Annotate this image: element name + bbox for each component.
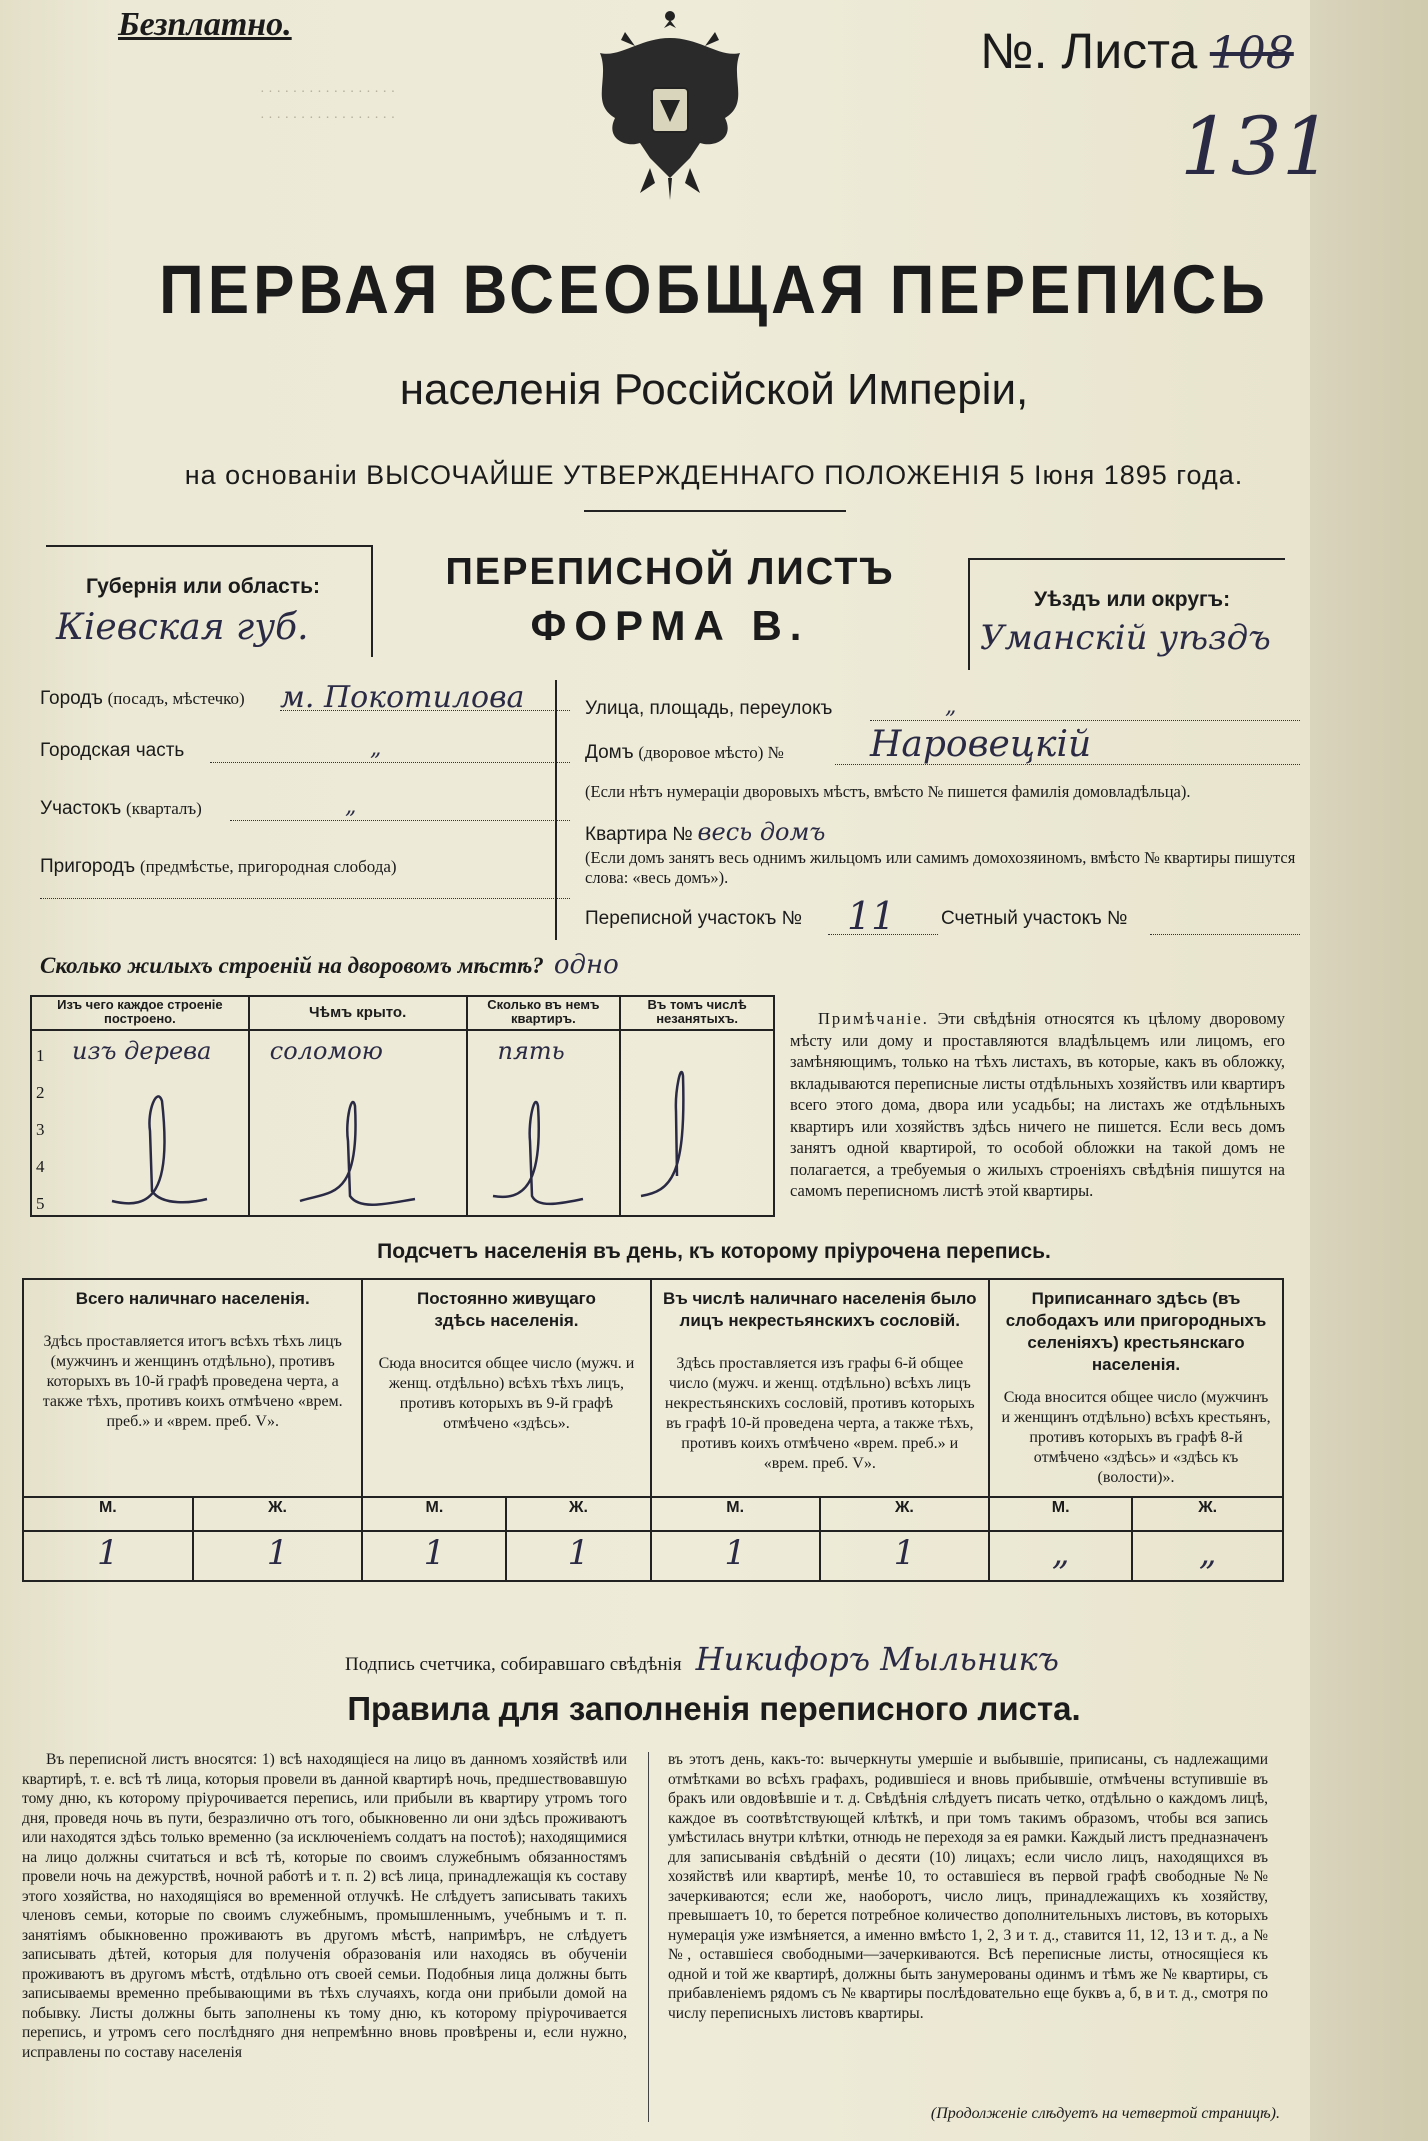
- free-label: Безплатно.: [118, 6, 292, 43]
- apartment-value[interactable]: весь домъ: [697, 818, 826, 846]
- count-col1-f-label: Ж.: [193, 1497, 363, 1531]
- census-district-label: Переписной участокъ №: [585, 908, 803, 929]
- apartment-note: (Если домъ занятъ весь однимъ жильцомъ или самимъ домохозяиномъ, вмѣсто № квартиры пишутся слова: «весь домъ»).: [585, 848, 1296, 887]
- guberniya-value[interactable]: Кіевская губ.: [56, 607, 309, 648]
- house-value[interactable]: Наровецкій: [870, 724, 1092, 765]
- buildings-header-vacant: Въ томъ числѣ незанятыхъ.: [620, 996, 774, 1030]
- double-headed-eagle-emblem: [580, 8, 760, 208]
- count-title: Подсчетъ населенія въ день, къ которому пріурочена перепись.: [377, 1240, 1051, 1263]
- basis-line: на основаніи ВЫСОЧАЙШЕ УТВЕРЖДЕННАГО ПОЛОЖЕНІЯ 5 Іюня 1895 года.: [184, 460, 1244, 490]
- row-number-2: 2: [36, 1083, 45, 1102]
- row-numbers: [36, 1037, 45, 1222]
- sheet-number: [980, 22, 1294, 80]
- ditto-mark-1: [92, 1091, 212, 1211]
- sheet-number-handwritten: 131: [1180, 100, 1333, 193]
- rules-left: Въ переписной листъ вносятся: 1) всѣ находящіеся на лицо въ данномъ хозяйствѣ или квартирѣ, т. е. всѣ тѣ лица, которыя провели въ данной квартирѣ ночь, предшествовавшую тому дню, къ которому пріурочивается перепись, или прибыли въ квартиру утромъ того дня, проведя ночь въ пути, безразлично отъ того, обыкновенно ли они здѣсь проживаютъ или находятся здѣсь только временно (за исключеніемъ солдатъ на постоѣ); находящимися на лицо должны считаться и всѣ тѣ, которые по своимъ служебнымъ обязанностямъ провели ночь на дежурствѣ, ночной работѣ и т. п. 2) всѣ лица, принадлежащія къ составу этого хозяйства, но находящіяся во временной отлучкѣ. Не слѣдуетъ записывать такихъ членовъ семьи, которые по своимъ служебнымъ, промышленнымъ, учебнымъ и т. п. занятіямъ обыкновенно проживаютъ въ другомъ мѣстѣ, напримѣръ, не слѣдуетъ записывать дѣтей, которыя для полученія образованія или находясь въ обученіи проживаютъ въ другомъ мѣстѣ, отдѣльно отъ своей семьи. Подобныя лица должны быть записываемы временно пребывающими въ тѣхъ случаяхъ, когда они прибыли домой на побывку. Листы должны быть заполнены къ тому дню, къ которому пріурочивается перепись, и утромъ сего послѣдняго дня непремѣнно вновь провѣрены и, если нужно, исправлены по составу населенія: [22, 1751, 627, 2061]
- count-col4-f-label: Ж.: [1132, 1497, 1283, 1531]
- house-note: (Если нѣтъ нумераціи дворовыхъ мѣстъ, вмѣсто № пишется фамилія домовладѣльца).: [585, 782, 1191, 801]
- house-hint: (дворовое мѣсто) №: [638, 743, 784, 762]
- city-part-value[interactable]: „: [370, 736, 382, 761]
- buildings-question: Сколько жилыхъ строеній на дворовомъ мѣстѣ?: [40, 953, 544, 978]
- count-column-4-head: Приписаннаго здѣсь (въ слободахъ или пригородныхъ селеніяхъ) крестьянскаго населенія.: [1005, 1289, 1267, 1374]
- signature-label: Подпись счетчика, собиравшаго свѣдѣнія: [345, 1654, 682, 1675]
- count-column-4-text: Сюда вносится общее число (мужчинъ и женщинъ отдѣльно) всѣхъ крестьянъ, противъ которыхъ въ графѣ 8-й отмѣчено «здѣсь» и «здѣсь къ (волости)».: [1001, 1389, 1271, 1486]
- buildings-answer[interactable]: одно: [553, 950, 619, 980]
- title-divider: [584, 510, 846, 512]
- row-number-5: 5: [36, 1194, 45, 1213]
- count-column-1-head: Всего наличнаго населенія.: [75, 1289, 310, 1308]
- count-col3-f-value[interactable]: 1: [820, 1531, 989, 1581]
- count-col3-f-label: Ж.: [820, 1497, 989, 1531]
- rules-continued: (Продолженіе слѣдуетъ на четвертой страницѣ).: [930, 2105, 1280, 2122]
- rules-title: Правила для заполненія переписного листа.: [347, 1690, 1081, 1727]
- count-col3-m-label: М.: [651, 1497, 820, 1531]
- district-line: [230, 820, 570, 821]
- count-table: [22, 1278, 1284, 1582]
- city-part-label: Городская часть: [40, 740, 185, 761]
- sheet-number-label: №. Листа: [980, 23, 1198, 79]
- bleed-through-left: · · · · · · · · · · · · · · · · · · · · · · · · · · · · · · · · · ·: [260, 85, 396, 126]
- buildings-note: [790, 1008, 1285, 1202]
- suburb-label: Пригородъ: [40, 856, 136, 877]
- city-label: Городъ: [40, 688, 103, 709]
- buildings-header-roof: Чѣмъ крыто.: [249, 996, 467, 1030]
- count-col3-m-value[interactable]: 1: [651, 1531, 820, 1581]
- suburb-row: [40, 856, 397, 878]
- building-1-material[interactable]: изъ дерева: [72, 1037, 212, 1065]
- ditto-mark-2: [290, 1091, 420, 1221]
- buildings-table-body: [31, 1030, 774, 1216]
- page-subtitle: населенія Россійской Имперіи,: [399, 365, 1029, 414]
- count-col2-f-value[interactable]: 1: [506, 1531, 650, 1581]
- buildings-table: [30, 995, 775, 1217]
- count-col2-m-value[interactable]: 1: [362, 1531, 506, 1581]
- rules-right: въ этотъ день, какъ-то: вычеркнуты умершіе и выбывшіе, приписаны, съ надлежащими отмѣтками во всѣхъ графахъ, родившіеся и вновь прибывшіе, отмѣчены вступившіе въ бракъ или овдовѣвшіе и т. д. Свѣдѣнія слѣдуетъ писать четко, отдѣльно о каждомъ лицѣ, каждое въ соотвѣтствующей клѣткѣ, и при томъ такимъ образомъ, чтобы вся запись умѣстилась внутри клѣтки, отнюдь не переходя за ея рамки. Каждый листъ предназначенъ для записыванія свѣдѣній о десяти (10) лицахъ; если число лицъ, находящихся въ хозяйствѣ или квартирѣ, менѣе 10, то оставшіеся въ первой графѣ свободные №№ зачеркиваются; если же, наоборотъ, число лицъ, принадлежащихъ къ хозяйству, превышаетъ 10, то берется потребное количество дополнительныхъ листовъ, въ которыхъ нумерація уже измѣняется, а именно вмѣсто 1, 2, 3 и т. д., ставится 11, 12, 13 и т. д., а №№, оставшіеся свободными—зачеркиваются. Всѣ переписные листы, относящіеся къ одной и той же квартирѣ, должны быть занумерованы одинмъ и тѣмъ же № квартиры, съ прибавленіемъ рядомъ съ № квартиры послѣдовательно еще буквъ а, б, в и т. д., смотря по числу переписныхъ листовъ квартиры.: [668, 1751, 1268, 2022]
- count-col1-f-value[interactable]: 1: [193, 1531, 363, 1581]
- count-district-line: [1150, 934, 1300, 935]
- count-district-label: Счетный участокъ №: [941, 908, 1128, 929]
- count-column-3: [651, 1279, 990, 1497]
- city-hint: (посадъ, мѣстечко): [107, 689, 245, 708]
- form-name: ФОРМА В.: [530, 602, 810, 649]
- buildings-note-title: Примѣчаніе.: [818, 1009, 929, 1028]
- sheet-form-title: [380, 545, 960, 650]
- street-line: [870, 720, 1300, 721]
- apartment-label: Квартира №: [585, 824, 693, 845]
- buildings-header-apartments: Сколько въ немъ квартиръ.: [467, 996, 621, 1030]
- count-column-2-text: Сюда вносится общее число (мужч. и женщ. отдѣльно) всѣхъ тѣхъ лицъ, противъ которыхъ въ 9-й графѣ отмѣчено «здѣсь».: [378, 1355, 635, 1432]
- address-divider: [555, 680, 557, 940]
- count-col1-m-value[interactable]: 1: [23, 1531, 193, 1581]
- count-col4-m-label: М.: [989, 1497, 1132, 1531]
- city-value[interactable]: м. Покотилова: [280, 680, 525, 715]
- buildings-header-material: Изъ чего каждое строеніе построено.: [31, 996, 249, 1030]
- building-1-apartments[interactable]: пять: [497, 1037, 565, 1065]
- rules-divider: [648, 1752, 649, 2122]
- district-hint: (кварталъ): [126, 799, 202, 818]
- count-column-1-text: Здѣсь проставляется итогъ всѣхъ тѣхъ лицъ (мужчинъ и женщинъ отдѣльно), противъ которыхъ въ 10-й графѣ проведена черта, а также тѣхъ, противъ коихъ отмѣчено «врем. преб.» и «врем. преб. V».: [42, 1333, 343, 1430]
- count-col2-f-label: Ж.: [506, 1497, 650, 1531]
- census-district-value[interactable]: 11: [847, 894, 896, 938]
- signature-row: [345, 1640, 1059, 1678]
- ditto-mark-4: [631, 1056, 731, 1206]
- apartment-row: [585, 818, 825, 846]
- uezd-value[interactable]: Уманскій уѣздъ: [980, 618, 1271, 658]
- building-1-roof[interactable]: соломою: [269, 1037, 383, 1065]
- buildings-question-row: [40, 950, 619, 980]
- signature-value[interactable]: Никифоръ Мыльникъ: [695, 1640, 1059, 1678]
- suburb-hint: (предмѣстье, пригородная слобода): [139, 857, 397, 876]
- district-value[interactable]: „: [345, 794, 357, 819]
- house-label: Домъ: [585, 742, 634, 763]
- count-col1-m-label: М.: [23, 1497, 193, 1531]
- uezd-label: Уѣздъ или округъ:: [1034, 588, 1231, 611]
- district-row: [40, 798, 202, 820]
- sheet-number-struck: 108: [1209, 28, 1294, 79]
- count-table-values: [23, 1531, 1283, 1581]
- sheet-title: ПЕРЕПИСНОЙ ЛИСТЪ: [445, 551, 895, 593]
- house-row: [585, 742, 784, 764]
- buildings-table-header: [31, 996, 774, 1030]
- suburb-line: [40, 898, 570, 899]
- count-column-1: [23, 1279, 362, 1497]
- count-column-4: [989, 1279, 1283, 1497]
- ditto-mark-3: [488, 1091, 588, 1221]
- street-label: Улица, площадь, переулокъ: [585, 698, 833, 719]
- row-number-4: 4: [36, 1157, 45, 1176]
- street-value[interactable]: „: [945, 694, 957, 719]
- count-table-descriptions: [23, 1279, 1283, 1497]
- page-title: ПЕРВАЯ ВСЕОБЩАЯ ПЕРЕПИСЬ: [159, 252, 1269, 329]
- city-part-line: [210, 762, 570, 763]
- guberniya-label: Губернія или область:: [86, 575, 321, 598]
- row-number-3: 3: [36, 1120, 45, 1139]
- count-col4-m-value[interactable]: „: [989, 1531, 1132, 1581]
- count-table-mf-header: [23, 1497, 1283, 1531]
- uezd-box: [968, 558, 1285, 670]
- count-col4-f-value[interactable]: „: [1132, 1531, 1283, 1581]
- city-row: [40, 688, 245, 710]
- count-col2-m-label: М.: [362, 1497, 506, 1531]
- count-column-3-head: Въ числѣ наличнаго населенія было лицъ некрестьянскихъ сословій.: [663, 1289, 977, 1330]
- buildings-note-body: Эти свѣдѣнія относятся къ цѣлому дворовому мѣсту или дому и проставляются владѣльцемъ или лицомъ, его замѣняющимъ, только на тѣхъ листахъ, въ которые, какъ въ обложку, вкладываются переписные листы отдѣльныхъ хозяйствъ или квартиръ всего этого дома, двора или усадьбы; на листахъ же отдѣльныхъ квартиръ или хозяйствъ здѣсь ничего не пишется. Если весь домъ занятъ одной квартирой, то особой обложки на такой домъ не полагается, а требуемыя о жилыхъ строеніяхъ свѣдѣнія пишутся на самомъ переписномъ листѣ этой квартиры.: [790, 1009, 1286, 1200]
- district-label: Участокъ: [40, 798, 122, 819]
- guberniya-box: [46, 545, 373, 657]
- count-column-2-head: Постоянно живущаго здѣсь населенія.: [417, 1289, 596, 1330]
- count-column-2: [362, 1279, 650, 1497]
- census-district-row: [585, 908, 802, 930]
- row-number-1: 1: [36, 1046, 45, 1065]
- count-column-3-text: Здѣсь проставляется изъ графы 6-й общее число (мужч. и женщ. отдѣльно) всѣхъ лицъ некрестьянскихъ сословій, противъ которыхъ въ графѣ 10-й проведена черта, а также тѣхъ, противъ коихъ отмѣчено «врем. преб.» и «врем. преб. V».: [664, 1355, 975, 1472]
